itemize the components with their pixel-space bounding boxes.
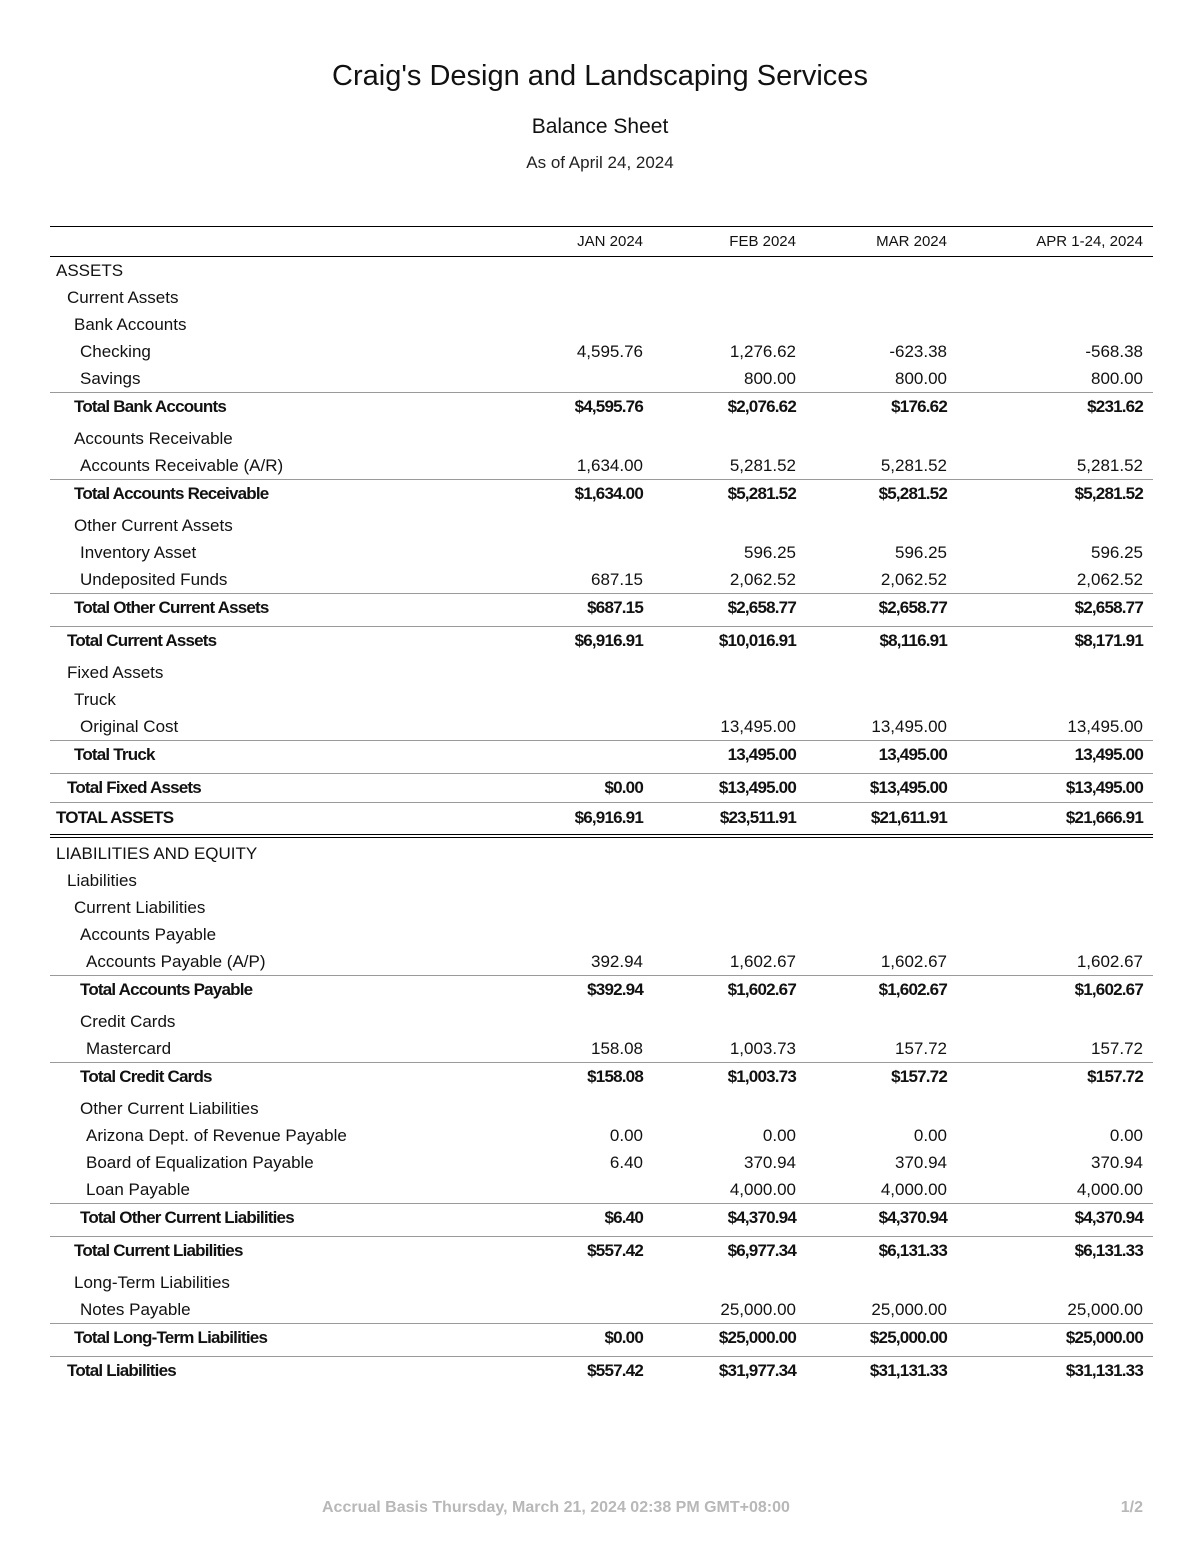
value-cell: $10,016.91 <box>718 631 796 650</box>
row-label: Board of Equalization Payable <box>86 1153 314 1172</box>
row-label: Total Long-Term Liabilities <box>74 1328 268 1347</box>
value-cell: $6,131.33 <box>878 1241 947 1260</box>
value-cell: 2,062.52 <box>880 570 947 589</box>
value-cell: 4,000.00 <box>880 1180 947 1199</box>
value-cell: $21,611.91 <box>870 808 947 827</box>
value-cell: $31,131.33 <box>1065 1361 1143 1380</box>
row-label: Total Current Liabilities <box>74 1241 243 1260</box>
table-row <box>50 425 1153 452</box>
value-cell: $13,495.00 <box>1065 778 1143 797</box>
value-cell: 157.72 <box>1091 1039 1143 1058</box>
value-cell: $25,000.00 <box>718 1328 796 1347</box>
value-cell: 5,281.52 <box>880 456 947 475</box>
row-label: Credit Cards <box>80 1012 176 1031</box>
value-cell: 1,276.62 <box>729 342 796 361</box>
value-cell: 25,000.00 <box>871 1300 947 1319</box>
value-cell: $25,000.00 <box>1065 1328 1143 1347</box>
report-basis: Accrual Basis Thursday, March 21, 2024 02:38 PM GMT+08:00 <box>322 1499 790 1516</box>
row-label: Other Current Assets <box>74 516 233 535</box>
value-cell: 13,495.00 <box>720 717 796 736</box>
table-row <box>50 659 1153 686</box>
value-cell: 596.25 <box>744 543 796 562</box>
row-label: Total Liabilities <box>67 1361 176 1380</box>
row-label: Accounts Payable <box>80 925 217 944</box>
value-cell: 4,000.00 <box>1076 1180 1143 1199</box>
row-label: Total Fixed Assets <box>67 778 201 797</box>
row-label: Loan Payable <box>86 1180 190 1199</box>
value-cell: $4,595.76 <box>574 397 643 416</box>
value-cell: $2,658.77 <box>727 598 796 617</box>
value-cell: 370.94 <box>744 1153 796 1172</box>
row-label: Notes Payable <box>80 1300 191 1319</box>
value-cell: 1,602.67 <box>880 952 947 971</box>
report-title: Balance Sheet <box>531 115 669 138</box>
value-cell: $157.72 <box>891 1067 947 1086</box>
value-cell: 25,000.00 <box>720 1300 796 1319</box>
row-label: Original Cost <box>80 717 179 736</box>
total-row <box>50 1062 1153 1091</box>
row-label: LIABILITIES AND EQUITY <box>56 844 258 863</box>
column-header: FEB 2024 <box>729 233 796 250</box>
table-row <box>50 311 1153 338</box>
value-cell: $4,370.94 <box>1074 1208 1143 1227</box>
page-number: 1/2 <box>1120 1499 1143 1516</box>
value-cell: 13,495.00 <box>878 745 947 764</box>
value-cell: $13,495.00 <box>869 778 947 797</box>
value-cell: $23,511.91 <box>719 808 796 827</box>
total-row <box>50 975 1153 1004</box>
value-cell: $13,495.00 <box>718 778 796 797</box>
row-label: TOTAL ASSETS <box>56 808 174 827</box>
value-cell: 2,062.52 <box>729 570 796 589</box>
row-label: Total Accounts Payable <box>80 980 253 999</box>
table-row <box>50 365 1153 392</box>
value-cell: 13,495.00 <box>1067 717 1143 736</box>
total-row <box>50 802 1153 838</box>
value-cell: 370.94 <box>895 1153 947 1172</box>
value-cell: $557.42 <box>587 1241 643 1260</box>
table-row <box>50 1095 1153 1122</box>
value-cell: 392.94 <box>591 952 643 971</box>
value-cell: 5,281.52 <box>729 456 796 475</box>
value-cell: $392.94 <box>587 980 643 999</box>
row-label: Savings <box>80 369 141 388</box>
value-cell: 800.00 <box>895 369 947 388</box>
row-label: Total Truck <box>74 745 155 764</box>
table-body <box>50 257 1153 1385</box>
row-label: Long-Term Liabilities <box>74 1273 230 1292</box>
value-cell: $687.15 <box>587 598 643 617</box>
table-row <box>50 713 1153 740</box>
value-cell: $21,666.91 <box>1065 808 1143 827</box>
value-cell: $1,602.67 <box>727 980 796 999</box>
row-label: Checking <box>80 342 151 361</box>
value-cell: 687.15 <box>591 570 643 589</box>
table-row <box>50 840 1153 867</box>
value-cell: 0.00 <box>913 1126 947 1145</box>
table-row <box>50 1122 1153 1149</box>
row-label: Total Credit Cards <box>80 1067 212 1086</box>
total-row <box>50 773 1153 802</box>
total-row <box>50 626 1153 655</box>
row-label: Accounts Payable (A/P) <box>86 952 266 971</box>
value-cell: -568.38 <box>1085 342 1143 361</box>
total-row <box>50 1203 1153 1232</box>
value-cell: $8,171.91 <box>1074 631 1143 650</box>
value-cell: 1,602.67 <box>1076 952 1143 971</box>
table-row <box>50 338 1153 365</box>
table-row <box>50 1296 1153 1323</box>
value-cell: 596.25 <box>1091 543 1143 562</box>
value-cell: $4,370.94 <box>727 1208 796 1227</box>
table-row <box>50 1035 1153 1062</box>
table-row <box>50 1269 1153 1296</box>
value-cell: $25,000.00 <box>869 1328 947 1347</box>
value-cell: $158.08 <box>587 1067 643 1086</box>
value-cell: $1,003.73 <box>727 1067 796 1086</box>
row-label: Inventory Asset <box>80 543 197 562</box>
company-name: Craig's Design and Landscaping Services <box>332 60 868 92</box>
value-cell: $6.40 <box>604 1208 643 1227</box>
table-row <box>50 539 1153 566</box>
table-row <box>50 512 1153 539</box>
value-cell: $2,076.62 <box>727 397 796 416</box>
value-cell: $31,977.34 <box>718 1361 796 1380</box>
value-cell: $231.62 <box>1087 397 1143 416</box>
value-cell: $557.42 <box>587 1361 643 1380</box>
value-cell: $6,916.91 <box>574 631 643 650</box>
table-row <box>50 921 1153 948</box>
report-date: As of April 24, 2024 <box>526 153 674 172</box>
value-cell: $5,281.52 <box>727 484 796 503</box>
row-label: Current Liabilities <box>74 898 206 917</box>
total-row <box>50 740 1153 769</box>
column-header: APR 1-24, 2024 <box>1036 233 1143 250</box>
total-row <box>50 392 1153 421</box>
column-header: JAN 2024 <box>577 233 643 250</box>
value-cell: 6.40 <box>609 1153 643 1172</box>
value-cell: $0.00 <box>604 778 643 797</box>
value-cell: 0.00 <box>609 1126 643 1145</box>
value-cell: 13,495.00 <box>727 745 796 764</box>
table-row <box>50 1008 1153 1035</box>
value-cell: $5,281.52 <box>1074 484 1143 503</box>
table-row <box>50 452 1153 479</box>
row-label: ASSETS <box>56 261 124 280</box>
value-cell: 0.00 <box>762 1126 796 1145</box>
table-row <box>50 257 1153 284</box>
value-cell: $1,602.67 <box>878 980 947 999</box>
row-label: Liabilities <box>67 871 137 890</box>
value-cell: $1,634.00 <box>574 484 643 503</box>
row-label: Accounts Receivable (A/R) <box>80 456 284 475</box>
table-row <box>50 1149 1153 1176</box>
value-cell: $6,977.34 <box>727 1241 796 1260</box>
column-header-row <box>50 227 1153 257</box>
value-cell: $6,916.91 <box>574 808 643 827</box>
row-label: Arizona Dept. of Revenue Payable <box>86 1126 347 1145</box>
value-cell: 370.94 <box>1091 1153 1143 1172</box>
row-label: Fixed Assets <box>67 663 164 682</box>
row-label: Current Assets <box>67 288 179 307</box>
value-cell: $4,370.94 <box>878 1208 947 1227</box>
row-label: Total Accounts Receivable <box>74 484 269 503</box>
value-cell: 13,495.00 <box>1074 745 1143 764</box>
row-label: Total Other Current Liabilities <box>80 1208 294 1227</box>
value-cell: $5,281.52 <box>878 484 947 503</box>
row-label: Mastercard <box>86 1039 172 1058</box>
value-cell: 157.72 <box>895 1039 947 1058</box>
value-cell: $2,658.77 <box>878 598 947 617</box>
value-cell: 1,602.67 <box>729 952 796 971</box>
row-label: Accounts Receivable <box>74 429 233 448</box>
row-label: Total Current Assets <box>67 631 217 650</box>
row-label: Total Bank Accounts <box>74 397 226 416</box>
row-label: Total Other Current Assets <box>74 598 269 617</box>
table-row <box>50 948 1153 975</box>
value-cell: -623.38 <box>889 342 947 361</box>
value-cell: 596.25 <box>895 543 947 562</box>
value-cell: 0.00 <box>1109 1126 1143 1145</box>
total-row <box>50 1323 1153 1352</box>
column-header: MAR 2024 <box>876 233 947 250</box>
value-cell: 158.08 <box>591 1039 643 1058</box>
value-cell: $6,131.33 <box>1074 1241 1143 1260</box>
value-cell: 5,281.52 <box>1076 456 1143 475</box>
value-cell: $0.00 <box>604 1328 643 1347</box>
value-cell: $31,131.33 <box>869 1361 947 1380</box>
value-cell: $2,658.77 <box>1074 598 1143 617</box>
table-row <box>50 867 1153 894</box>
row-label: Undeposited Funds <box>80 570 228 589</box>
table-row <box>50 894 1153 921</box>
value-cell: 4,595.76 <box>576 342 643 361</box>
value-cell: 800.00 <box>744 369 796 388</box>
total-row <box>50 479 1153 508</box>
row-label: Bank Accounts <box>74 315 187 334</box>
total-row <box>50 593 1153 622</box>
value-cell: 2,062.52 <box>1076 570 1143 589</box>
total-row <box>50 1356 1153 1385</box>
value-cell: 4,000.00 <box>729 1180 796 1199</box>
value-cell: 13,495.00 <box>871 717 947 736</box>
table-row <box>50 686 1153 713</box>
value-cell: 800.00 <box>1091 369 1143 388</box>
row-label: Other Current Liabilities <box>80 1099 259 1118</box>
value-cell: $8,116.91 <box>879 631 947 650</box>
value-cell: 1,003.73 <box>729 1039 796 1058</box>
row-label: Truck <box>74 690 116 709</box>
value-cell: 25,000.00 <box>1067 1300 1143 1319</box>
value-cell: $176.62 <box>891 397 947 416</box>
value-cell: 1,634.00 <box>576 456 643 475</box>
total-row <box>50 1236 1153 1265</box>
value-cell: $157.72 <box>1087 1067 1143 1086</box>
table-row <box>50 1176 1153 1203</box>
value-cell: $1,602.67 <box>1074 980 1143 999</box>
balance-sheet-table <box>50 226 1153 1385</box>
table-row <box>50 284 1153 311</box>
table-row <box>50 566 1153 593</box>
